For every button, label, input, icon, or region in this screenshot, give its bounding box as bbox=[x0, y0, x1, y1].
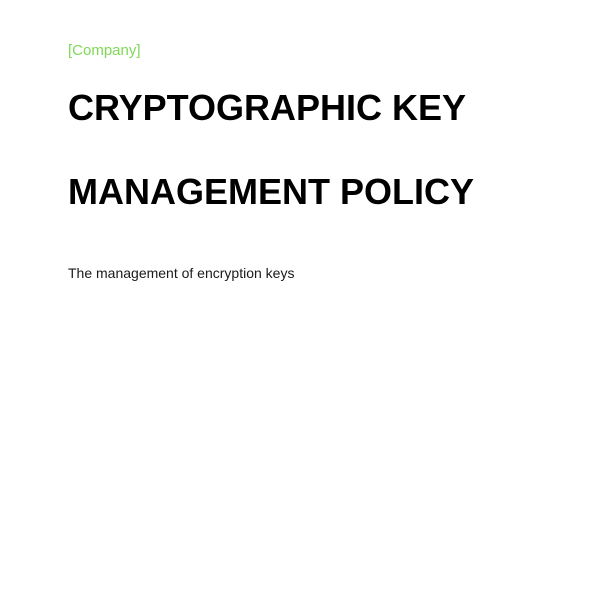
document-subtitle: The management of encryption keys bbox=[68, 265, 295, 281]
company-placeholder-text: [Company] bbox=[68, 42, 141, 59]
document-title-line-2: MANAGEMENT POLICY bbox=[68, 171, 475, 212]
document-title-line-1: CRYPTOGRAPHIC KEY bbox=[68, 87, 467, 128]
